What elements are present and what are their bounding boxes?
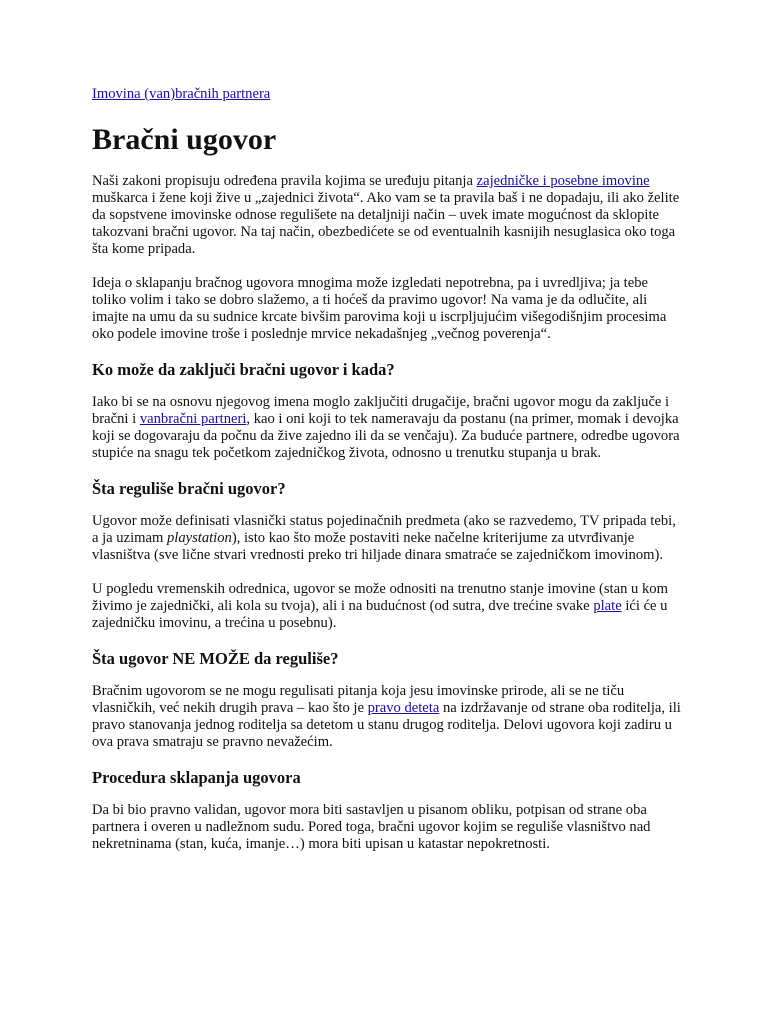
paragraph-what — [92, 513, 682, 564]
text-span: Bračnim ugovorom se ne mogu regulisati pitanja koja jesu imovinske prirode, ali se ne tiču vlasničkih, već nekih drugih prava – kao što je — [92, 683, 625, 716]
page-title: Bračni ugovor — [92, 123, 277, 156]
paragraph-idea: Ideja o sklapanju bračnog ugovora mnogima može izgledati nepotrebna, pa i uvredljiva; ja tebe toliko volim i tako se dobro slažemo, a ti hoćeš da pravimo ugovor! Na vama je da odlučite, ali imajte na umu da su sudnice krcate bivšim parovima koji u iscrpljujućim višegodišnjim procesima oko podele imovine troše i poslednje mrvice nekadašnjeg „večnog poverenja“. — [92, 275, 667, 342]
heading-procedure: Procedura sklapanja ugovora — [92, 768, 301, 787]
link-child-right[interactable]: pravo deteta — [367, 700, 440, 716]
text-span: na izdržavanje od strane oba roditelja, ili pravo stanovanja jednog roditelja sa detetom u stanu drugog roditelja. Delovi ugovora koji zadiru u ova prava smatraju se pravno nevažećim. — [92, 700, 681, 750]
paragraph-who — [92, 394, 682, 462]
heading-who: Ko može da zaključi bračni ugovor i kada? — [92, 360, 395, 379]
breadcrumb-link[interactable]: Imovina (van)bračnih partnera — [92, 86, 271, 102]
heading-what: Šta reguliše bračni ugovor? — [92, 479, 286, 498]
link-partners[interactable]: vanbračni partneri — [139, 411, 247, 427]
text-span: ići će u zajedničku imovinu, a trećina u posebnu). — [92, 598, 668, 631]
link-salary[interactable]: plate — [593, 598, 622, 614]
text-span: Naši zakoni propisuju određena pravila kojima se uređuju pitanja — [92, 173, 477, 189]
text-span: Ugovor može definisati vlasnički status pojedinačnih predmeta (ako se razvedemo, TV pripada tebi, a ja uzimam — [92, 513, 676, 546]
text-span: Iako bi se na osnovu njegovog imena moglo zaključiti drugačije, bračni ugovor mogu da zaključe i bračni i — [92, 394, 670, 427]
article — [92, 86, 682, 870]
intro-paragraph — [92, 173, 682, 258]
text-span: muškarca i žene koji žive u „zajednici života“. Ako vam se ta pravila baš i ne dopadaju, ili ako želite da sopstvene imovinske odnose regulišete na detaljniji način – uvek imate mogućnost da sklopite takozvani bračni ugovor. Na taj način, obezbedićete se od eventualnih kasnijih nesuglasica oko toga šta kome pripada. — [92, 190, 680, 257]
paragraph-not — [92, 683, 682, 751]
text-span: , kao i oni koji to tek nameravaju da postanu (na primer, momak i devojka koji se dogovaraju da počnu da žive zajedno ili da se venčaju). Za buduće partnere, odredbe ugovora stupiće na snagu tek početkom zajedničkog života, odnosno u trenutku stupanja u brak. — [92, 411, 680, 461]
heading-not: Šta ugovor NE MOŽE da reguliše? — [92, 649, 339, 668]
text-span: U pogledu vremenskih odrednica, ugovor se može odnositi na trenutno stanje imovine (stan u kom živimo je zajednički, ali kola su tvoja), ali i na budućnost (od sutra, dve trećine svake — [92, 581, 668, 614]
text-span: ), isto kao što može postaviti neke načelne kriterijume za utvrđivanje vlasništva (sve lične stvari vrednosti preko tri hiljade dinara smatraće se zajedničkom imovinom). — [92, 530, 664, 563]
paragraph-procedure: Da bi bio pravno validan, ugovor mora biti sastavljen u pisanom obliku, potpisan od strane oba partnera i overen u nadležnom sudu. Pored toga, bračni ugovor kojim se reguliše vlasništvo nad nekretninama (stan, kuća, imanje…) mora biti upisan u katastar nepokretnosti. — [92, 802, 651, 852]
paragraph-time — [92, 581, 682, 632]
emphasis-text: playstation — [166, 530, 232, 546]
link-property[interactable]: zajedničke i posebne imovine — [476, 173, 650, 189]
